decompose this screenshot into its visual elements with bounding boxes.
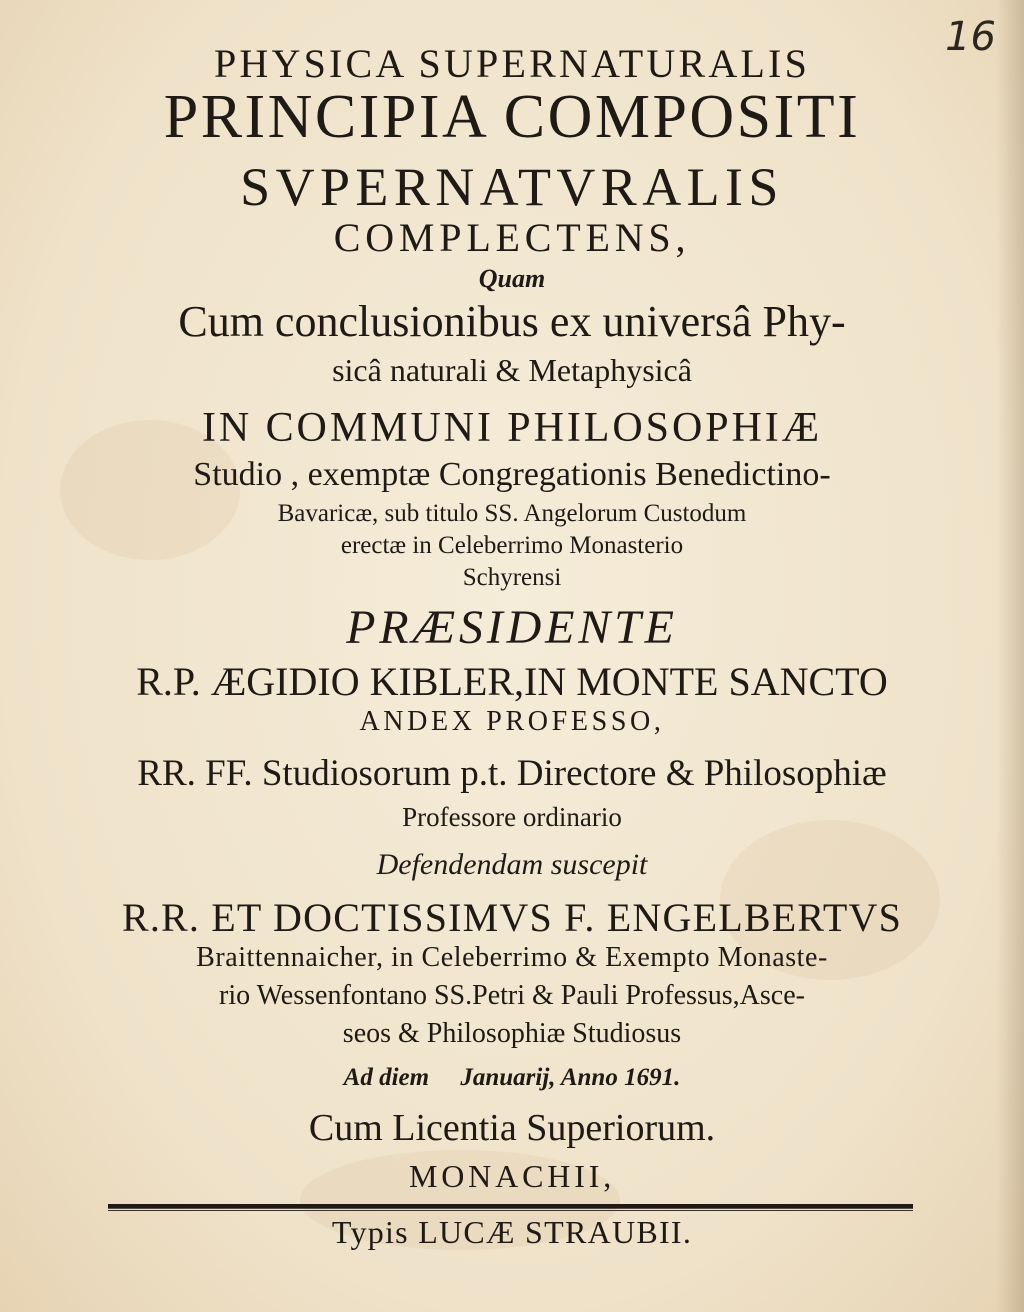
defendant-line-1: Braittennaicher, in Celeberrimo & Exempto Monaste- <box>196 942 828 973</box>
defendant-name: R.R. ET DOCTISSIMVS F. ENGELBERTVS <box>121 895 903 940</box>
folio-number: 16 <box>945 14 996 60</box>
title-line-3: SVPERNATVRALIS <box>240 157 784 217</box>
title-line-1: PHYSICA SUPERNATURALIS <box>213 41 811 86</box>
description-line-1: Cum conclusionibus ex universâ Phy- <box>178 297 846 346</box>
description-line-7: Schyrensi <box>462 564 562 591</box>
description-line-3: IN COMMUNI PHILOSOPHIÆ <box>201 405 823 451</box>
title-line-4: COMPLECTENS, <box>333 215 691 260</box>
defendant-line-3: seos & Philosophiæ Studiosus <box>342 1018 682 1049</box>
description-line-4: Studio , exemptæ Congregationis Benedictino- <box>193 456 831 493</box>
imprint-printer: Typis LUCÆ STRAUBII. <box>331 1214 693 1250</box>
description-line-2: sicâ naturali & Metaphysicâ <box>332 352 692 388</box>
quam-word: Quam <box>478 264 546 293</box>
praeside-name: R.P. ÆGIDIO KIBLER,IN MONTE SANCTO <box>136 659 888 704</box>
imprint-rule <box>108 1204 913 1209</box>
praeside-role-1: RR. FF. Studiosorum p.t. Directore & Philosophiæ <box>137 753 887 794</box>
defendendam-line: Defendendam suscepit <box>376 848 648 881</box>
licence-line: Cum Licentia Superiorum. <box>308 1107 716 1149</box>
defendant-line-2: rio Wessenfontano SS.Petri & Pauli Professus,Asce- <box>219 980 805 1011</box>
imprint-city: MONACHII, <box>408 1158 616 1194</box>
imprint-rule-thin <box>108 1210 913 1211</box>
praeside-role-2: Professore ordinario <box>402 802 622 832</box>
description-line-6: erectæ in Celeberrimo Monasterio <box>340 532 684 559</box>
praeside-heading: PRÆSIDENTE <box>346 601 678 654</box>
praeside-name-2: ANDEX PROFESSO, <box>359 706 665 737</box>
description-line-5: Bavaricæ, sub titulo SS. Angelorum Custodum <box>277 500 747 527</box>
date-line: Ad diem Januarij, Anno 1691. <box>343 1064 681 1091</box>
title-line-2: PRINCIPIA COMPOSITI <box>163 83 861 151</box>
